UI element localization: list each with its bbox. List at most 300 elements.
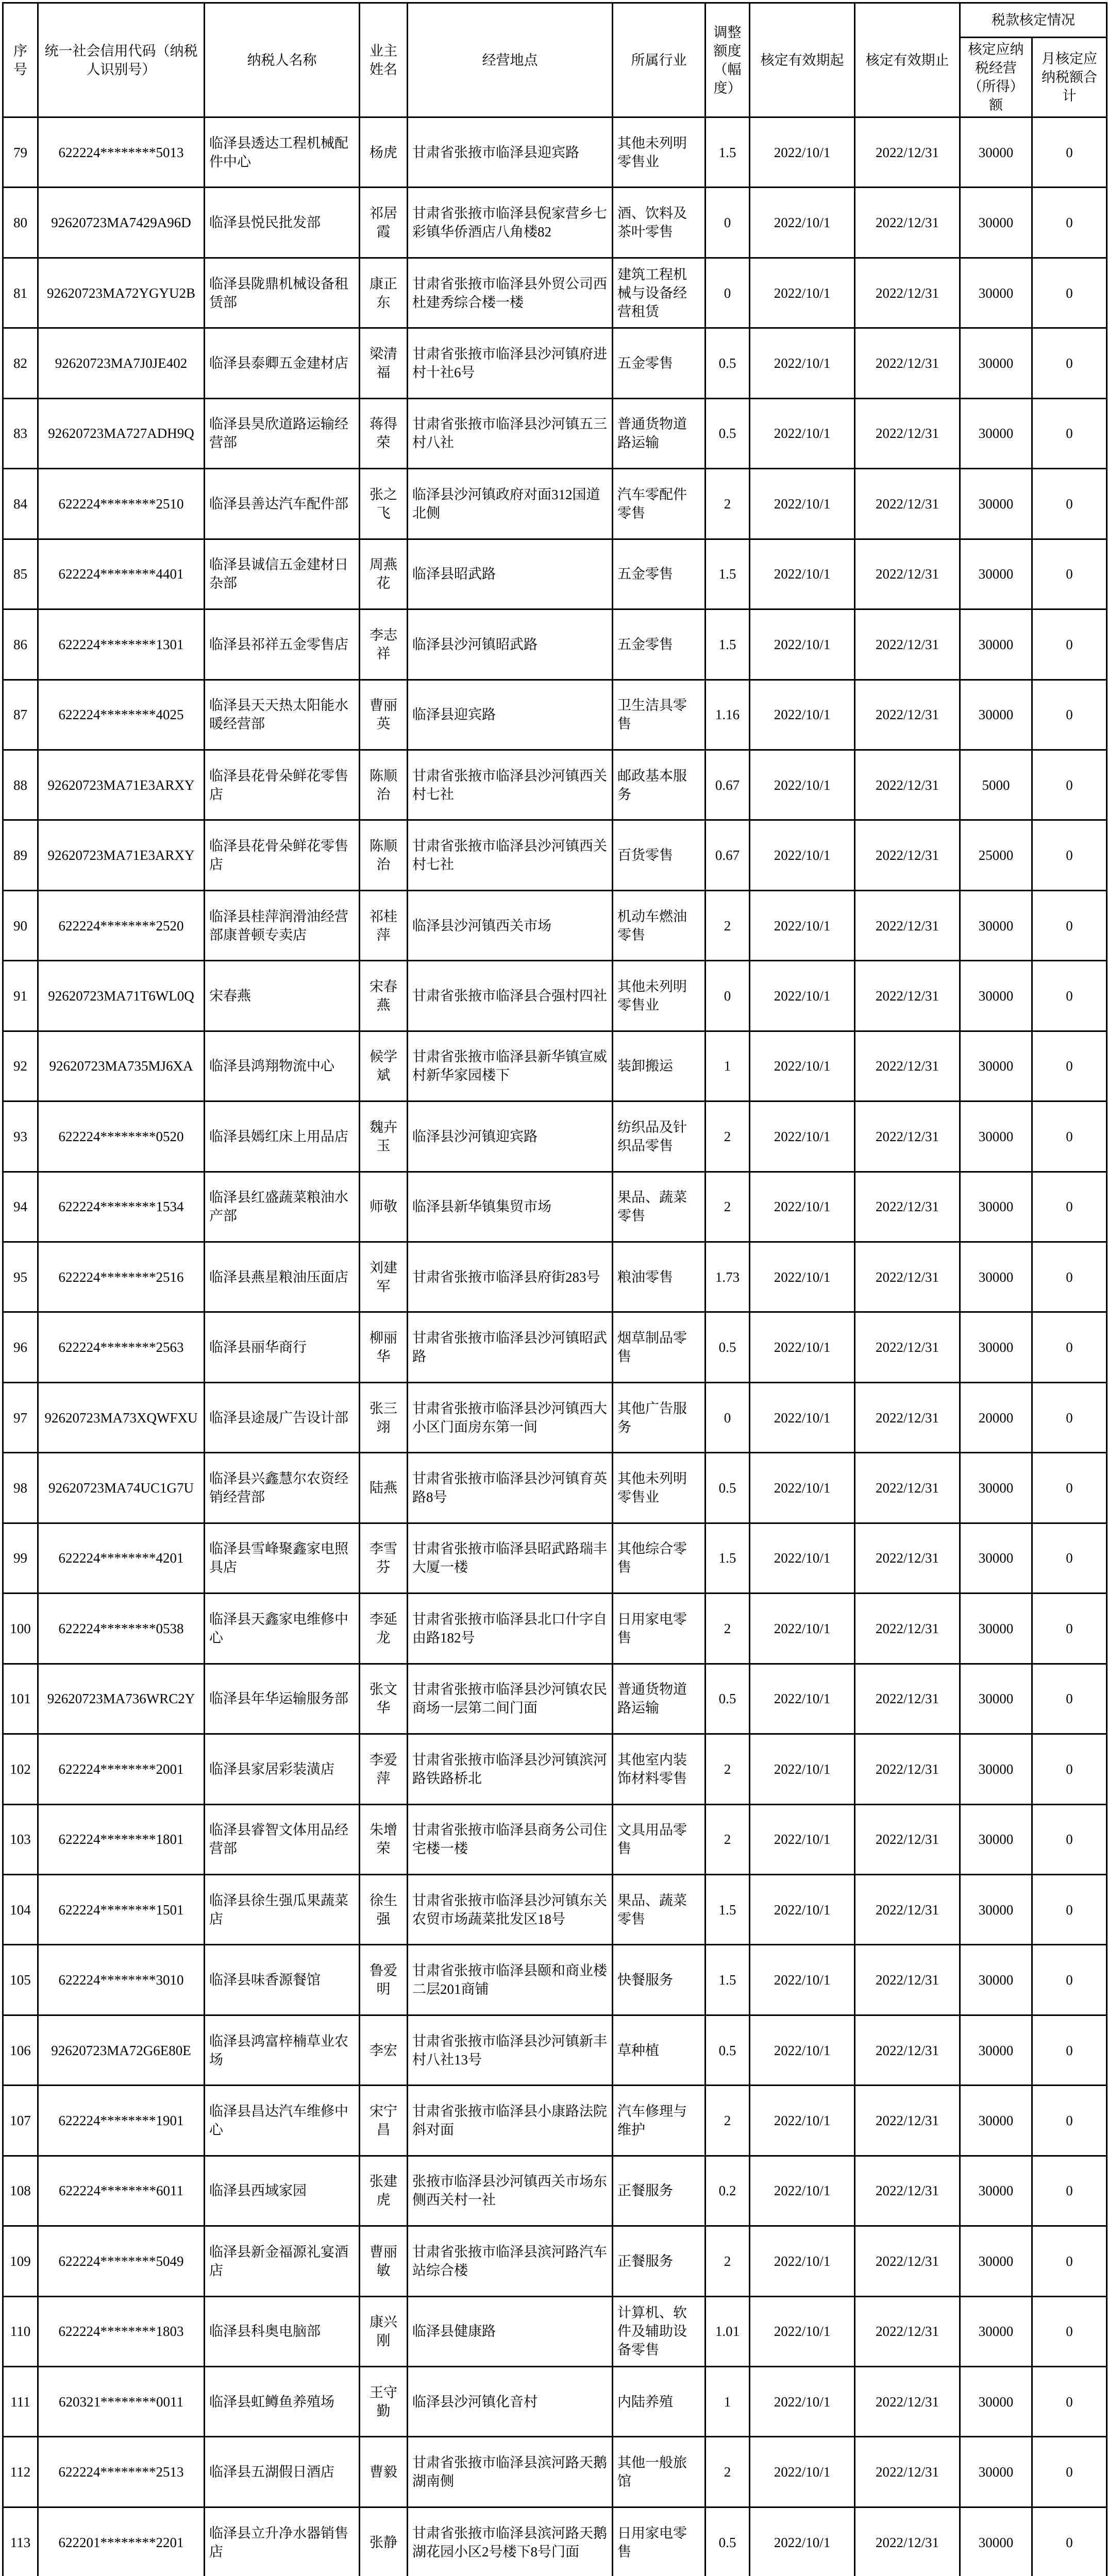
cell-taxpayer-name: 临泽县善达汽车配件部 [205,469,360,539]
cell-seq: 95 [3,1242,38,1312]
cell-credit-code: 92620723MA71E3ARXY [38,750,205,820]
cell-address: 甘肃省张掖市临泽县颐和商业楼二层201商铺 [408,1945,613,2015]
cell-seq: 112 [3,2437,38,2507]
cell-monthly-tax: 0 [1032,1101,1107,1172]
cell-industry: 正餐服务 [613,2156,706,2226]
cell-adjust-rate: 2 [706,1172,750,1242]
cell-valid-from: 2022/10/1 [750,188,855,258]
cell-income: 30000 [960,1594,1032,1664]
cell-adjust-rate: 0.5 [706,398,750,468]
cell-industry: 其他室内装饰材料零售 [613,1734,706,1804]
cell-income: 30000 [960,469,1032,539]
cell-credit-code: 622224********2520 [38,890,205,960]
cell-valid-from: 2022/10/1 [750,680,855,750]
cell-monthly-tax: 0 [1032,2437,1107,2507]
cell-address: 甘肃省张掖市临泽县滨河路天鹅湖南侧 [408,2437,613,2507]
cell-valid-to: 2022/12/31 [855,1031,960,1101]
table-row [3,1172,1107,1242]
cell-owner-name: 康兴刚 [360,2296,408,2366]
cell-adjust-rate: 1.5 [706,117,750,188]
cell-credit-code: 622224********2510 [38,469,205,539]
cell-valid-to: 2022/12/31 [855,1594,960,1664]
cell-income: 30000 [960,2507,1032,2576]
cell-income: 30000 [960,1312,1032,1382]
table-row [3,2015,1107,2085]
cell-industry: 其他一般旅馆 [613,2437,706,2507]
table-row [3,117,1107,188]
cell-valid-to: 2022/12/31 [855,1734,960,1804]
cell-credit-code: 622224********4201 [38,1523,205,1593]
cell-valid-to: 2022/12/31 [855,469,960,539]
cell-industry: 果品、蔬菜零售 [613,1874,706,1944]
cell-income: 30000 [960,1874,1032,1944]
cell-seq: 88 [3,750,38,820]
cell-credit-code: 622224********2516 [38,1242,205,1312]
cell-monthly-tax: 0 [1032,1382,1107,1452]
cell-address: 甘肃省张掖市临泽县沙河镇东关农贸市场蔬菜批发区18号 [408,1874,613,1944]
cell-valid-from: 2022/10/1 [750,1945,855,2015]
table-row [3,1945,1107,2015]
cell-income: 30000 [960,2437,1032,2507]
table-row [3,2437,1107,2507]
cell-income: 30000 [960,539,1032,609]
cell-taxpayer-name: 临泽县泰卿五金建材店 [205,328,360,398]
cell-owner-name: 张三翊 [360,1382,408,1452]
cell-owner-name: 李延龙 [360,1594,408,1664]
cell-adjust-rate: 0.5 [706,1453,750,1523]
cell-income: 30000 [960,1804,1032,1874]
cell-adjust-rate: 0 [706,258,750,328]
cell-valid-from: 2022/10/1 [750,820,855,890]
cell-owner-name: 张建虎 [360,2156,408,2226]
cell-monthly-tax: 0 [1032,1664,1107,1734]
cell-industry: 纺织品及针织品零售 [613,1101,706,1172]
cell-seq: 101 [3,1664,38,1734]
cell-income: 30000 [960,961,1032,1031]
cell-credit-code: 622201********2201 [38,2507,205,2576]
cell-monthly-tax: 0 [1032,2015,1107,2085]
cell-adjust-rate: 1.5 [706,1874,750,1944]
header-income: 核定应纳税经营（所得）额 [960,38,1032,117]
cell-taxpayer-name: 临泽县兴鑫慧尔农资经销经营部 [205,1453,360,1523]
cell-valid-to: 2022/12/31 [855,1664,960,1734]
cell-credit-code: 622224********2001 [38,1734,205,1804]
cell-valid-from: 2022/10/1 [750,2367,855,2437]
cell-address: 甘肃省张掖市临泽县小康路法院斜对面 [408,2086,613,2156]
cell-valid-to: 2022/12/31 [855,1382,960,1452]
table-row [3,2226,1107,2296]
cell-owner-name: 周燕花 [360,539,408,609]
cell-taxpayer-name: 临泽县花骨朵鲜花零售店 [205,820,360,890]
cell-address: 甘肃省张掖市临泽县府街283号 [408,1242,613,1312]
cell-industry: 正餐服务 [613,2226,706,2296]
cell-valid-to: 2022/12/31 [855,398,960,468]
cell-adjust-rate: 0.5 [706,2507,750,2576]
cell-income: 30000 [960,1523,1032,1593]
cell-seq: 104 [3,1874,38,1944]
cell-valid-to: 2022/12/31 [855,1804,960,1874]
table-row [3,188,1107,258]
cell-owner-name: 王守勤 [360,2367,408,2437]
header-seq: 序号 [3,3,38,117]
table-row [3,2507,1107,2576]
cell-valid-to: 2022/12/31 [855,1874,960,1944]
cell-monthly-tax: 0 [1032,961,1107,1031]
cell-credit-code: 622224********1901 [38,2086,205,2156]
cell-taxpayer-name: 临泽县燕星粮油压面店 [205,1242,360,1312]
cell-taxpayer-name: 临泽县透达工程机械配件中心 [205,117,360,188]
cell-taxpayer-name: 临泽县睿智文体用品经营部 [205,1804,360,1874]
cell-address: 临泽县健康路 [408,2296,613,2366]
cell-owner-name: 李雪芬 [360,1523,408,1593]
cell-monthly-tax: 0 [1032,539,1107,609]
cell-industry: 果品、蔬菜零售 [613,1172,706,1242]
cell-adjust-rate: 1.01 [706,2296,750,2366]
table-row [3,609,1107,680]
cell-credit-code: 92620723MA74UC1G7U [38,1453,205,1523]
cell-adjust-rate: 1.5 [706,609,750,680]
cell-owner-name: 祁桂萍 [360,890,408,960]
cell-monthly-tax: 0 [1032,1312,1107,1382]
cell-industry: 汽车零配件零售 [613,469,706,539]
cell-income: 30000 [960,1031,1032,1101]
cell-taxpayer-name: 临泽县祁祥五金零售店 [205,609,360,680]
cell-credit-code: 622224********4401 [38,539,205,609]
cell-adjust-rate: 2 [706,1594,750,1664]
cell-taxpayer-name: 临泽县新金福源礼宴酒店 [205,2226,360,2296]
cell-monthly-tax: 0 [1032,1734,1107,1804]
cell-valid-to: 2022/12/31 [855,117,960,188]
cell-address: 甘肃省张掖市临泽县沙河镇育英路8号 [408,1453,613,1523]
cell-taxpayer-name: 临泽县西域家园 [205,2156,360,2226]
cell-seq: 81 [3,258,38,328]
cell-adjust-rate: 2 [706,1734,750,1804]
cell-adjust-rate: 0.67 [706,750,750,820]
cell-industry: 烟草制品零售 [613,1312,706,1382]
cell-credit-code: 92620723MA72G6E80E [38,2015,205,2085]
cell-monthly-tax: 0 [1032,820,1107,890]
cell-seq: 103 [3,1804,38,1874]
cell-valid-from: 2022/10/1 [750,1312,855,1382]
cell-monthly-tax: 0 [1032,188,1107,258]
cell-address: 甘肃省张掖市临泽县沙河镇西关村七社 [408,820,613,890]
cell-income: 30000 [960,890,1032,960]
cell-credit-code: 92620723MA736WRC2Y [38,1664,205,1734]
cell-address: 甘肃省张掖市临泽县沙河镇滨河路铁路桥北 [408,1734,613,1804]
cell-income: 5000 [960,750,1032,820]
cell-valid-from: 2022/10/1 [750,2086,855,2156]
cell-address: 甘肃省张掖市临泽县沙河镇府进村十社6号 [408,328,613,398]
cell-valid-to: 2022/12/31 [855,2367,960,2437]
cell-owner-name: 鲁爱明 [360,1945,408,2015]
cell-valid-from: 2022/10/1 [750,2015,855,2085]
cell-adjust-rate: 0 [706,188,750,258]
cell-seq: 84 [3,469,38,539]
cell-address: 临泽县昭武路 [408,539,613,609]
cell-industry: 其他未列明零售业 [613,961,706,1031]
cell-monthly-tax: 0 [1032,2086,1107,2156]
cell-monthly-tax: 0 [1032,398,1107,468]
table-row [3,1382,1107,1452]
cell-owner-name: 李志祥 [360,609,408,680]
cell-monthly-tax: 0 [1032,1594,1107,1664]
cell-valid-from: 2022/10/1 [750,2437,855,2507]
cell-credit-code: 622224********1501 [38,1874,205,1944]
header-industry: 所属行业 [613,3,706,117]
cell-adjust-rate: 1.16 [706,680,750,750]
cell-owner-name: 杨虎 [360,117,408,188]
table-row [3,469,1107,539]
table-row [3,750,1107,820]
cell-credit-code: 92620723MA7429A96D [38,188,205,258]
cell-seq: 105 [3,1945,38,2015]
cell-income: 30000 [960,117,1032,188]
cell-adjust-rate: 1.73 [706,1242,750,1312]
cell-credit-code: 622224********1534 [38,1172,205,1242]
cell-valid-to: 2022/12/31 [855,2086,960,2156]
table-row [3,2296,1107,2366]
cell-seq: 79 [3,117,38,188]
cell-valid-from: 2022/10/1 [750,117,855,188]
table-row [3,1804,1107,1874]
header-valid-to: 核定有效期止 [855,3,960,117]
cell-adjust-rate: 1 [706,2367,750,2437]
table-row [3,2367,1107,2437]
cell-adjust-rate: 0.5 [706,328,750,398]
cell-seq: 94 [3,1172,38,1242]
cell-monthly-tax: 0 [1032,890,1107,960]
cell-industry: 酒、饮料及茶叶零售 [613,188,706,258]
cell-industry: 建筑工程机械与设备经营租赁 [613,258,706,328]
cell-adjust-rate: 0.2 [706,2156,750,2226]
cell-industry: 粮油零售 [613,1242,706,1312]
cell-income: 30000 [960,188,1032,258]
cell-industry: 内陆养殖 [613,2367,706,2437]
cell-address: 甘肃省张掖市临泽县迎宾路 [408,117,613,188]
cell-valid-to: 2022/12/31 [855,1945,960,2015]
table-row [3,1523,1107,1593]
cell-taxpayer-name: 临泽县途晟广告设计部 [205,1382,360,1452]
cell-monthly-tax: 0 [1032,258,1107,328]
cell-income: 30000 [960,1101,1032,1172]
cell-credit-code: 622224********1803 [38,2296,205,2366]
cell-income: 30000 [960,398,1032,468]
cell-owner-name: 宋宁昌 [360,2086,408,2156]
cell-valid-to: 2022/12/31 [855,328,960,398]
cell-credit-code: 622224********0538 [38,1594,205,1664]
header-monthly-tax: 月核定应纳税额合计 [1032,38,1107,117]
cell-valid-from: 2022/10/1 [750,609,855,680]
header-address: 经营地点 [408,3,613,117]
cell-income: 25000 [960,820,1032,890]
cell-valid-to: 2022/12/31 [855,961,960,1031]
cell-income: 20000 [960,1382,1032,1452]
table-row [3,1031,1107,1101]
cell-industry: 五金零售 [613,328,706,398]
cell-valid-from: 2022/10/1 [750,1031,855,1101]
cell-seq: 89 [3,820,38,890]
cell-seq: 85 [3,539,38,609]
cell-adjust-rate: 2 [706,469,750,539]
cell-credit-code: 622224********1301 [38,609,205,680]
cell-address: 临泽县沙河镇西关市场 [408,890,613,960]
cell-owner-name: 陈顺治 [360,820,408,890]
cell-valid-from: 2022/10/1 [750,1523,855,1593]
cell-valid-from: 2022/10/1 [750,961,855,1031]
cell-adjust-rate: 0.67 [706,820,750,890]
cell-credit-code: 622224********6011 [38,2156,205,2226]
cell-taxpayer-name: 临泽县味香源餐馆 [205,1945,360,2015]
cell-credit-code: 92620723MA7J0JE402 [38,328,205,398]
cell-income: 30000 [960,2015,1032,2085]
cell-owner-name: 魏卉玉 [360,1101,408,1172]
table-row [3,1874,1107,1944]
cell-monthly-tax: 0 [1032,609,1107,680]
cell-address: 甘肃省张掖市临泽县商务公司住宅楼一楼 [408,1804,613,1874]
cell-seq: 92 [3,1031,38,1101]
cell-address: 甘肃省张掖市临泽县倪家营乡七彩镇华侨酒店八角楼82 [408,188,613,258]
cell-owner-name: 刘建军 [360,1242,408,1312]
cell-seq: 96 [3,1312,38,1382]
cell-valid-from: 2022/10/1 [750,890,855,960]
cell-address: 甘肃省张掖市临泽县滨河路天鹅湖花园小区2号楼下8号门面 [408,2507,613,2576]
cell-industry: 装卸搬运 [613,1031,706,1101]
cell-industry: 其他综合零售 [613,1523,706,1593]
cell-adjust-rate: 1.5 [706,539,750,609]
cell-taxpayer-name: 临泽县红盛蔬菜粮油水产部 [205,1172,360,1242]
cell-valid-to: 2022/12/31 [855,2507,960,2576]
cell-valid-to: 2022/12/31 [855,1523,960,1593]
cell-address: 甘肃省张掖市临泽县昭武路瑞丰大厦一楼 [408,1523,613,1593]
cell-income: 30000 [960,1945,1032,2015]
cell-adjust-rate: 2 [706,2437,750,2507]
cell-valid-from: 2022/10/1 [750,1734,855,1804]
cell-income: 30000 [960,1664,1032,1734]
cell-seq: 106 [3,2015,38,2085]
cell-valid-from: 2022/10/1 [750,1594,855,1664]
cell-monthly-tax: 0 [1032,2367,1107,2437]
header-owner-name: 业主姓名 [360,3,408,117]
cell-valid-from: 2022/10/1 [750,398,855,468]
cell-income: 30000 [960,2086,1032,2156]
table-row [3,2156,1107,2226]
table-row [3,890,1107,960]
cell-credit-code: 620321********0011 [38,2367,205,2437]
cell-valid-from: 2022/10/1 [750,1664,855,1734]
cell-industry: 快餐服务 [613,1945,706,2015]
cell-adjust-rate: 2 [706,1804,750,1874]
cell-valid-to: 2022/12/31 [855,1453,960,1523]
cell-taxpayer-name: 临泽县陇鼎机械设备租赁部 [205,258,360,328]
cell-industry: 邮政基本服务 [613,750,706,820]
cell-valid-to: 2022/12/31 [855,680,960,750]
tax-assessment-table [2,2,1107,2576]
cell-address: 甘肃省张掖市临泽县沙河镇新丰村八社13号 [408,2015,613,2085]
cell-owner-name: 宋春燕 [360,961,408,1031]
cell-credit-code: 622224********4025 [38,680,205,750]
cell-credit-code: 622224********1801 [38,1804,205,1874]
table-row [3,1101,1107,1172]
cell-income: 30000 [960,2226,1032,2296]
cell-adjust-rate: 0 [706,1382,750,1452]
cell-valid-from: 2022/10/1 [750,1453,855,1523]
cell-seq: 97 [3,1382,38,1452]
cell-taxpayer-name: 临泽县科奥电脑部 [205,2296,360,2366]
table-body [3,117,1107,2576]
cell-industry: 其他广告服务 [613,1382,706,1452]
cell-seq: 100 [3,1594,38,1664]
cell-credit-code: 92620723MA71E3ARXY [38,820,205,890]
cell-credit-code: 622224********0520 [38,1101,205,1172]
cell-address: 甘肃省张掖市临泽县北口什字自由路182号 [408,1594,613,1664]
cell-seq: 93 [3,1101,38,1172]
cell-valid-to: 2022/12/31 [855,2015,960,2085]
cell-income: 30000 [960,258,1032,328]
cell-monthly-tax: 0 [1032,328,1107,398]
cell-address: 甘肃省张掖市临泽县合强村四社 [408,961,613,1031]
cell-seq: 98 [3,1453,38,1523]
cell-taxpayer-name: 临泽县桂萍润滑油经营部康普顿专卖店 [205,890,360,960]
cell-valid-from: 2022/10/1 [750,1172,855,1242]
cell-address: 临泽县新华镇集贸市场 [408,1172,613,1242]
cell-owner-name: 康正东 [360,258,408,328]
cell-industry: 其他未列明零售业 [613,117,706,188]
cell-address: 甘肃省张掖市临泽县沙河镇昭武路 [408,1312,613,1382]
table-row [3,539,1107,609]
cell-owner-name: 张文华 [360,1664,408,1734]
cell-owner-name: 柳丽华 [360,1312,408,1382]
cell-monthly-tax: 0 [1032,117,1107,188]
cell-monthly-tax: 0 [1032,2507,1107,2576]
cell-income: 30000 [960,680,1032,750]
cell-owner-name: 蒋得荣 [360,398,408,468]
cell-valid-to: 2022/12/31 [855,890,960,960]
header-valid-from: 核定有效期起 [750,3,855,117]
header-credit-code: 统一社会信用代码（纳税人识别号） [38,3,205,117]
cell-valid-to: 2022/12/31 [855,1312,960,1382]
table-row [3,680,1107,750]
table-row [3,1242,1107,1312]
cell-valid-from: 2022/10/1 [750,258,855,328]
cell-adjust-rate: 2 [706,890,750,960]
table-row [3,2086,1107,2156]
cell-monthly-tax: 0 [1032,1242,1107,1312]
cell-address: 甘肃省张掖市临泽县新华镇宣威村新华家园楼下 [408,1031,613,1101]
cell-monthly-tax: 0 [1032,1453,1107,1523]
cell-valid-to: 2022/12/31 [855,1242,960,1312]
cell-valid-from: 2022/10/1 [750,2226,855,2296]
cell-owner-name: 候学斌 [360,1031,408,1101]
header-taxpayer-name: 纳税人名称 [205,3,360,117]
cell-industry: 计算机、软件及辅助设备零售 [613,2296,706,2366]
cell-owner-name: 李宏 [360,2015,408,2085]
cell-taxpayer-name: 临泽县花骨朵鲜花零售店 [205,750,360,820]
cell-owner-name: 曹丽敏 [360,2226,408,2296]
cell-taxpayer-name: 临泽县诚信五金建材日杂部 [205,539,360,609]
cell-valid-from: 2022/10/1 [750,1804,855,1874]
cell-monthly-tax: 0 [1032,1804,1107,1874]
cell-taxpayer-name: 临泽县徐生强瓜果蔬菜店 [205,1874,360,1944]
cell-address: 甘肃省张掖市临泽县沙河镇农民商场一层第二间门面 [408,1664,613,1734]
cell-address: 甘肃省张掖市临泽县外贸公司西杜建秀综合楼一楼 [408,258,613,328]
cell-seq: 82 [3,328,38,398]
cell-credit-code: 622224********3010 [38,1945,205,2015]
cell-valid-to: 2022/12/31 [855,2437,960,2507]
cell-valid-from: 2022/10/1 [750,1874,855,1944]
cell-seq: 110 [3,2296,38,2366]
cell-seq: 107 [3,2086,38,2156]
cell-credit-code: 622224********5049 [38,2226,205,2296]
